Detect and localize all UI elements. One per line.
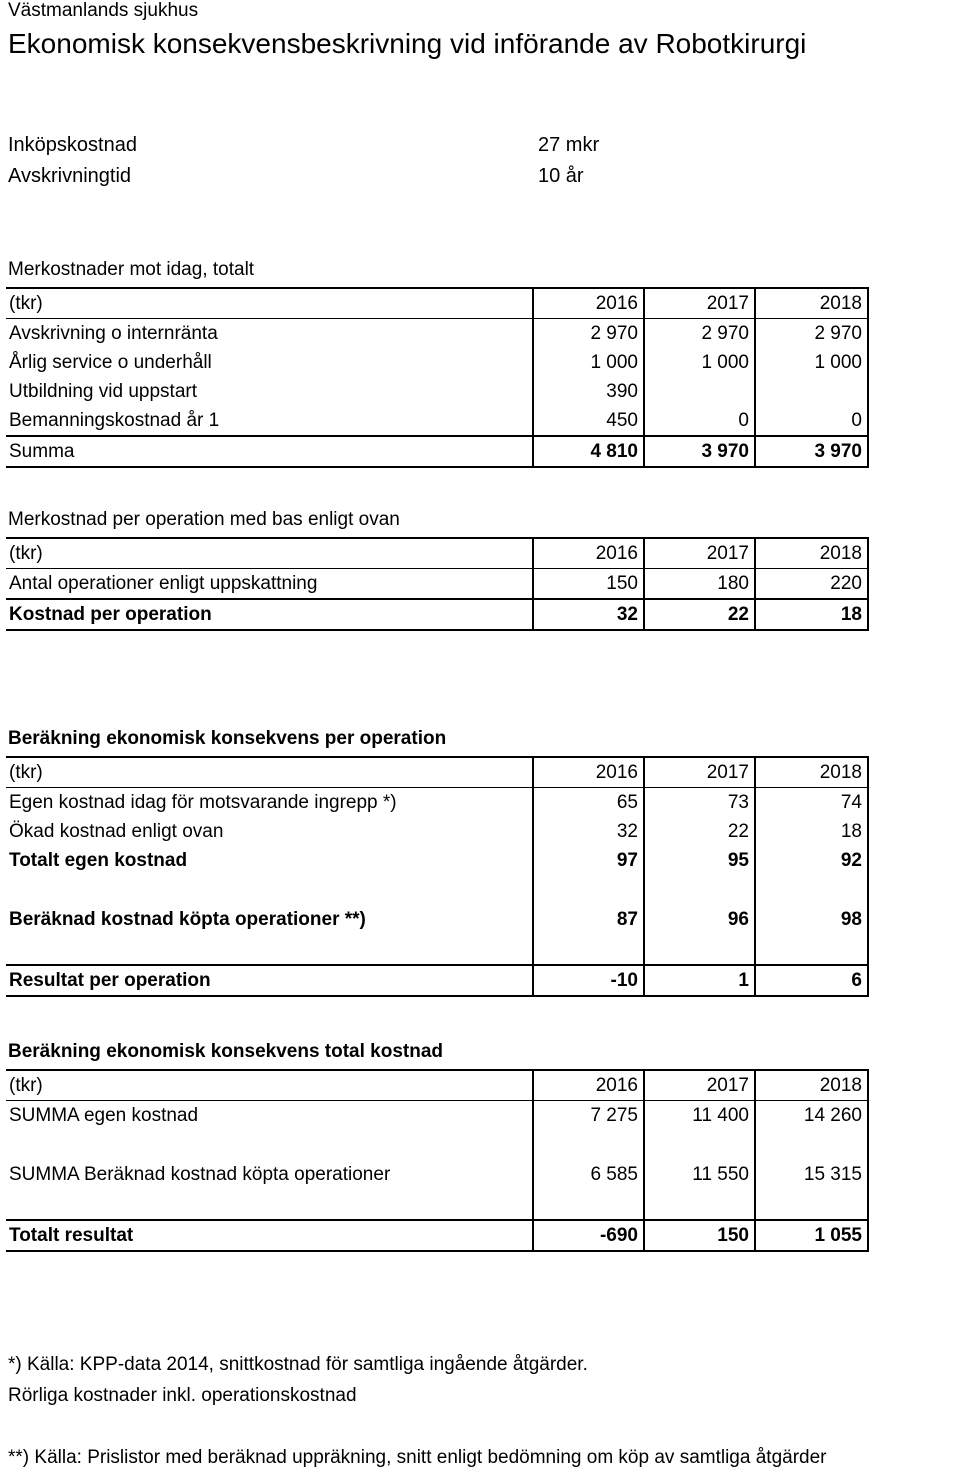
table-row bbox=[6, 319, 868, 349]
cell-2018: 74 bbox=[755, 788, 868, 818]
footnote-1-continued: Rörliga kostnader inkl. operationskostnad bbox=[8, 1385, 357, 1406]
table-header-row bbox=[6, 1070, 868, 1101]
unit-label: (tkr) bbox=[6, 757, 533, 788]
year-2017: 2017 bbox=[644, 288, 755, 319]
cell-2018: 3 970 bbox=[755, 436, 868, 467]
cell-2017: 96 bbox=[644, 905, 755, 934]
table-header-row bbox=[6, 288, 868, 319]
section3-title: Beräkning ekonomisk konsekvens per operation bbox=[8, 728, 447, 749]
row-label: Resultat per operation bbox=[6, 965, 533, 996]
depreciation-time-value: 10 år bbox=[538, 165, 584, 187]
cell-2017: 22 bbox=[644, 599, 755, 630]
year-2017: 2017 bbox=[644, 757, 755, 788]
depreciation-time-label: Avskrivningtid bbox=[8, 165, 132, 187]
spacer-row bbox=[6, 875, 868, 905]
year-2017: 2017 bbox=[644, 1070, 755, 1101]
row-label: Antal operationer enligt uppskattning bbox=[9, 572, 318, 594]
year-2018: 2018 bbox=[755, 1070, 868, 1101]
table-row bbox=[6, 569, 868, 600]
cell-2017: 150 bbox=[644, 1220, 755, 1251]
table-row bbox=[6, 905, 868, 934]
row-label: Utbildning vid uppstart bbox=[9, 380, 197, 402]
footnote-2: **) Källa: Prislistor med beräknad uppräkning, snitt enligt bedömning om köp av samtliga åtgärder bbox=[8, 1447, 827, 1468]
table-row bbox=[6, 406, 868, 436]
cell-2017: 3 970 bbox=[644, 436, 755, 467]
cell-2016: 450 bbox=[533, 406, 644, 436]
table-row bbox=[6, 788, 868, 818]
cell-2016: -690 bbox=[533, 1220, 644, 1251]
table-row bbox=[6, 377, 868, 406]
page-title: Ekonomisk konsekvensbeskrivning vid införande av Robotkirurgi bbox=[8, 28, 807, 59]
sum-row bbox=[6, 436, 868, 467]
table-row bbox=[6, 1220, 868, 1251]
cell-2018: 220 bbox=[755, 569, 868, 600]
year-2016: 2016 bbox=[533, 757, 644, 788]
section2-table bbox=[6, 537, 869, 631]
cell-2017: 11 550 bbox=[644, 1160, 755, 1189]
year-2016: 2016 bbox=[533, 538, 644, 569]
spacer-row bbox=[6, 1189, 868, 1220]
row-label: SUMMA Beräknad kostnad köpta operationer bbox=[9, 1163, 391, 1185]
unit-label: (tkr) bbox=[6, 1070, 533, 1101]
cell-2017: 2 970 bbox=[644, 319, 755, 349]
cell-2018: 98 bbox=[755, 905, 868, 934]
table-row bbox=[6, 1160, 868, 1189]
cell-2017: 1 bbox=[644, 965, 755, 996]
year-2017: 2017 bbox=[644, 538, 755, 569]
cell-2018: 6 bbox=[755, 965, 868, 996]
cell-2018: 2 970 bbox=[755, 319, 868, 349]
row-label: Beräknad kostnad köpta operationer **) bbox=[9, 908, 366, 930]
cell-2017: 1 000 bbox=[644, 348, 755, 377]
year-2018: 2018 bbox=[755, 288, 868, 319]
row-label: Bemanningskostnad år 1 bbox=[9, 409, 220, 431]
row-label: Ökad kostnad enligt ovan bbox=[9, 820, 224, 842]
row-label: Årlig service o underhåll bbox=[9, 351, 212, 373]
cell-2016: 4 810 bbox=[533, 436, 644, 467]
cell-2016: 2 970 bbox=[533, 319, 644, 349]
cell-2016: 32 bbox=[533, 817, 644, 846]
year-2016: 2016 bbox=[533, 288, 644, 319]
cell-2017: 95 bbox=[644, 846, 755, 875]
row-label: Summa bbox=[6, 436, 533, 467]
cell-2018: 18 bbox=[755, 599, 868, 630]
cell-2018 bbox=[755, 377, 868, 406]
cell-2016: 6 585 bbox=[533, 1160, 644, 1189]
cell-2018: 1 000 bbox=[755, 348, 868, 377]
table-row bbox=[6, 348, 868, 377]
row-label: SUMMA egen kostnad bbox=[9, 1104, 199, 1126]
section3-table bbox=[6, 756, 869, 997]
row-label: Totalt egen kostnad bbox=[9, 849, 188, 871]
table-row bbox=[6, 817, 868, 846]
spacer-row bbox=[6, 934, 868, 965]
cell-2018: 14 260 bbox=[755, 1101, 868, 1131]
cell-2017 bbox=[644, 377, 755, 406]
purchase-cost-value: 27 mkr bbox=[538, 134, 600, 156]
cell-2016: -10 bbox=[533, 965, 644, 996]
section4-title: Beräkning ekonomisk konsekvens total kostnad bbox=[8, 1041, 444, 1062]
section1-title: Merkostnader mot idag, totalt bbox=[8, 259, 255, 280]
year-2016: 2016 bbox=[533, 1070, 644, 1101]
row-label: Totalt resultat bbox=[6, 1220, 533, 1251]
cell-2018: 15 315 bbox=[755, 1160, 868, 1189]
cell-2018: 0 bbox=[755, 406, 868, 436]
cell-2017: 0 bbox=[644, 406, 755, 436]
cell-2016: 7 275 bbox=[533, 1101, 644, 1131]
table-row bbox=[6, 846, 868, 875]
unit-label: (tkr) bbox=[6, 288, 533, 319]
cell-2016: 32 bbox=[533, 599, 644, 630]
cell-2017: 22 bbox=[644, 817, 755, 846]
cell-2017: 180 bbox=[644, 569, 755, 600]
section4-table bbox=[6, 1069, 869, 1252]
table-header-row bbox=[6, 538, 868, 569]
unit-label: (tkr) bbox=[6, 538, 533, 569]
cell-2016: 97 bbox=[533, 846, 644, 875]
year-2018: 2018 bbox=[755, 757, 868, 788]
cell-2017: 11 400 bbox=[644, 1101, 755, 1131]
cell-2016: 390 bbox=[533, 377, 644, 406]
cell-2016: 1 000 bbox=[533, 348, 644, 377]
cell-2018: 1 055 bbox=[755, 1220, 868, 1251]
table-row bbox=[6, 599, 868, 630]
cell-2016: 150 bbox=[533, 569, 644, 600]
cell-2018: 18 bbox=[755, 817, 868, 846]
table-row bbox=[6, 965, 868, 996]
footnote-1: *) Källa: KPP-data 2014, snittkostnad för samtliga ingående åtgärder. bbox=[8, 1354, 588, 1375]
section1-table bbox=[6, 287, 869, 468]
row-label: Kostnad per operation bbox=[6, 599, 533, 630]
cell-2018: 92 bbox=[755, 846, 868, 875]
cell-2016: 65 bbox=[533, 788, 644, 818]
year-2018: 2018 bbox=[755, 538, 868, 569]
table-row bbox=[6, 1101, 868, 1131]
spacer-row bbox=[6, 1130, 868, 1160]
row-label: Avskrivning o internränta bbox=[9, 322, 218, 344]
purchase-cost-label: Inköpskostnad bbox=[8, 134, 137, 156]
organization-name: Västmanlands sjukhus bbox=[8, 0, 199, 21]
section2-title: Merkostnad per operation med bas enligt ovan bbox=[8, 509, 400, 530]
cell-2017: 73 bbox=[644, 788, 755, 818]
table-header-row bbox=[6, 757, 868, 788]
cell-2016: 87 bbox=[533, 905, 644, 934]
row-label: Egen kostnad idag för motsvarande ingrepp *) bbox=[9, 791, 397, 813]
